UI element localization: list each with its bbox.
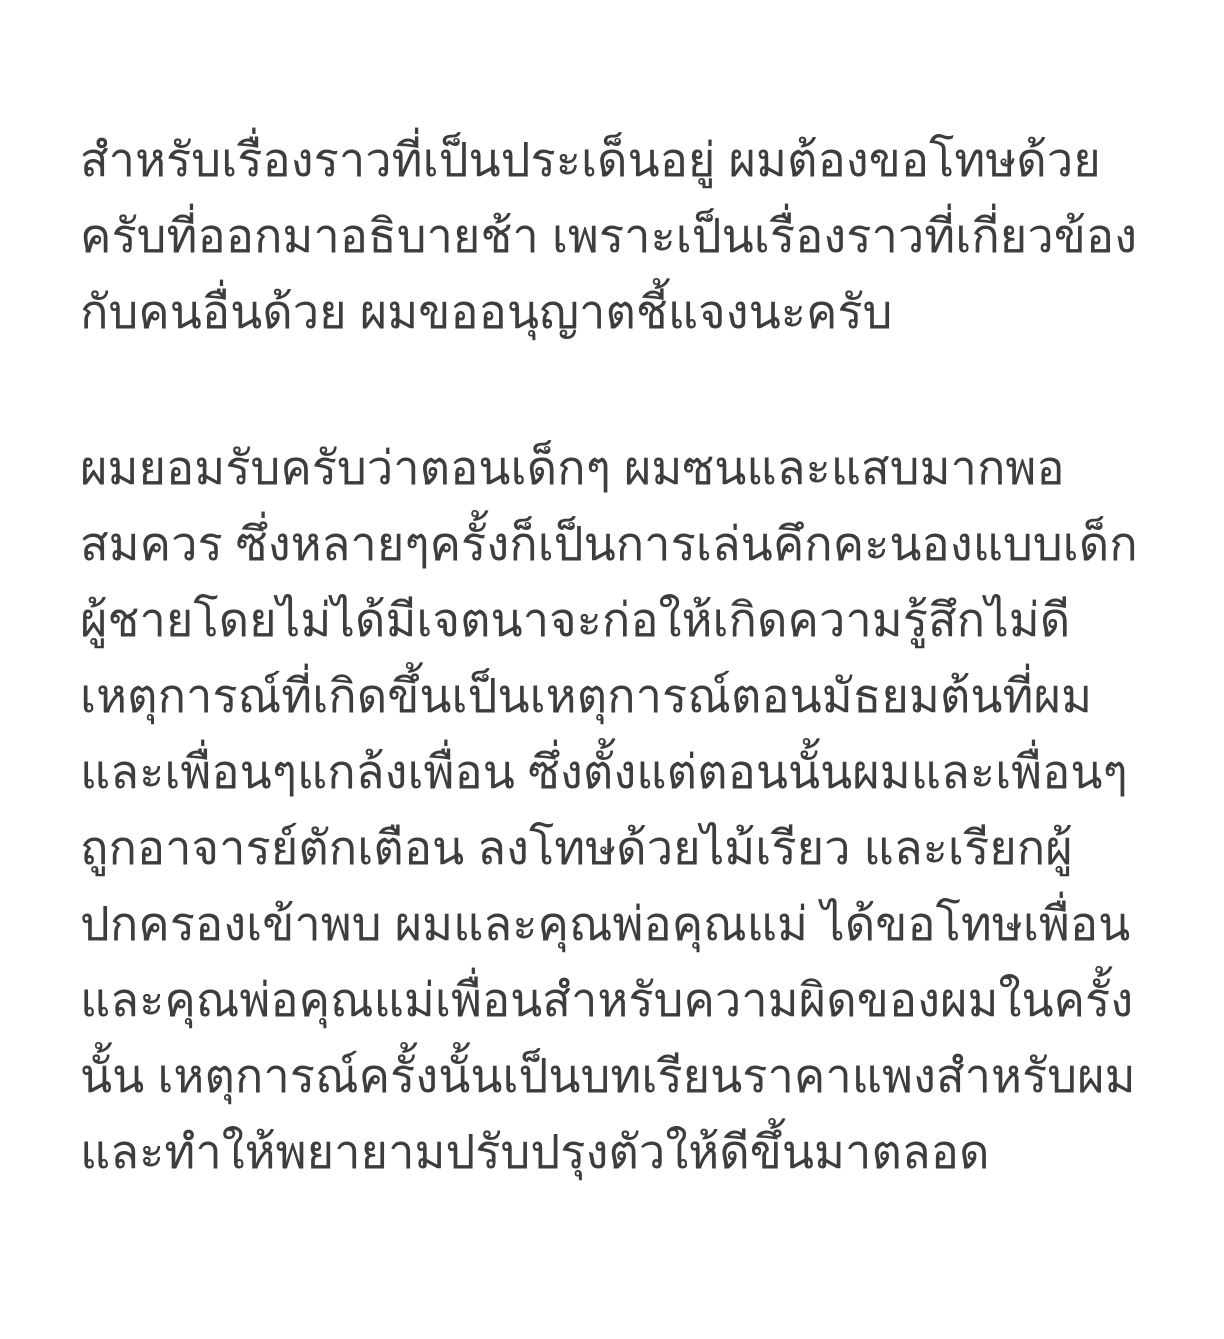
text-line: และเพื่อนๆแกล้งเพื่อน ซึ่งตั้งแต่ตอนนั้นผมและเพื่อนๆ: [80, 745, 1128, 798]
text-line: ผมยอมรับครับว่าตอนเด็กๆ ผมซนและแสบมากพอ: [80, 441, 1065, 494]
text-line: และคุณพ่อคุณแม่เพื่อนสำหรับความผิดของผมในครั้ง: [80, 973, 1134, 1026]
paragraph-explanation: [80, 430, 1168, 1190]
text-line: นั้น เหตุการณ์ครั้งนั้นเป็นบทเรียนราคาแพงสำหรับผม: [80, 1049, 1136, 1102]
text-line: กับคนอื่นด้วย ผมขออนุญาตชี้แจงนะครับ: [80, 285, 893, 338]
text-line: ปกครองเข้าพบ ผมและคุณพ่อคุณแม่ ได้ขอโทษเพื่อน: [80, 897, 1131, 950]
text-line: ถูกอาจารย์ตักเตือน ลงโทษด้วยไม้เรียว และเรียกผู้: [80, 821, 1073, 874]
text-line: สำหรับเรื่องราวที่เป็นประเด็นอยู่ ผมต้องขอโทษด้วย: [80, 133, 1101, 186]
text-line: สมควร ซึ่งหลายๆครั้งก็เป็นการเล่นคึกคะนองแบบเด็ก: [80, 517, 1138, 570]
text-line: เหตุการณ์ที่เกิดขึ้นเป็นเหตุการณ์ตอนมัธยมต้นที่ผม: [80, 669, 1093, 722]
paragraph-apology-intro: [80, 122, 1168, 350]
document-text: [80, 122, 1168, 1190]
text-line: ผู้ชายโดยไม่ได้มีเจตนาจะก่อให้เกิดความรู้สึกไม่ดี: [80, 593, 1071, 646]
text-line: และทำให้พยายามปรับปรุงตัวให้ดีขึ้นมาตลอด: [80, 1125, 990, 1178]
text-line: ครับที่ออกมาอธิบายช้า เพราะเป็นเรื่องราวที่เกี่ยวข้อง: [80, 209, 1138, 262]
